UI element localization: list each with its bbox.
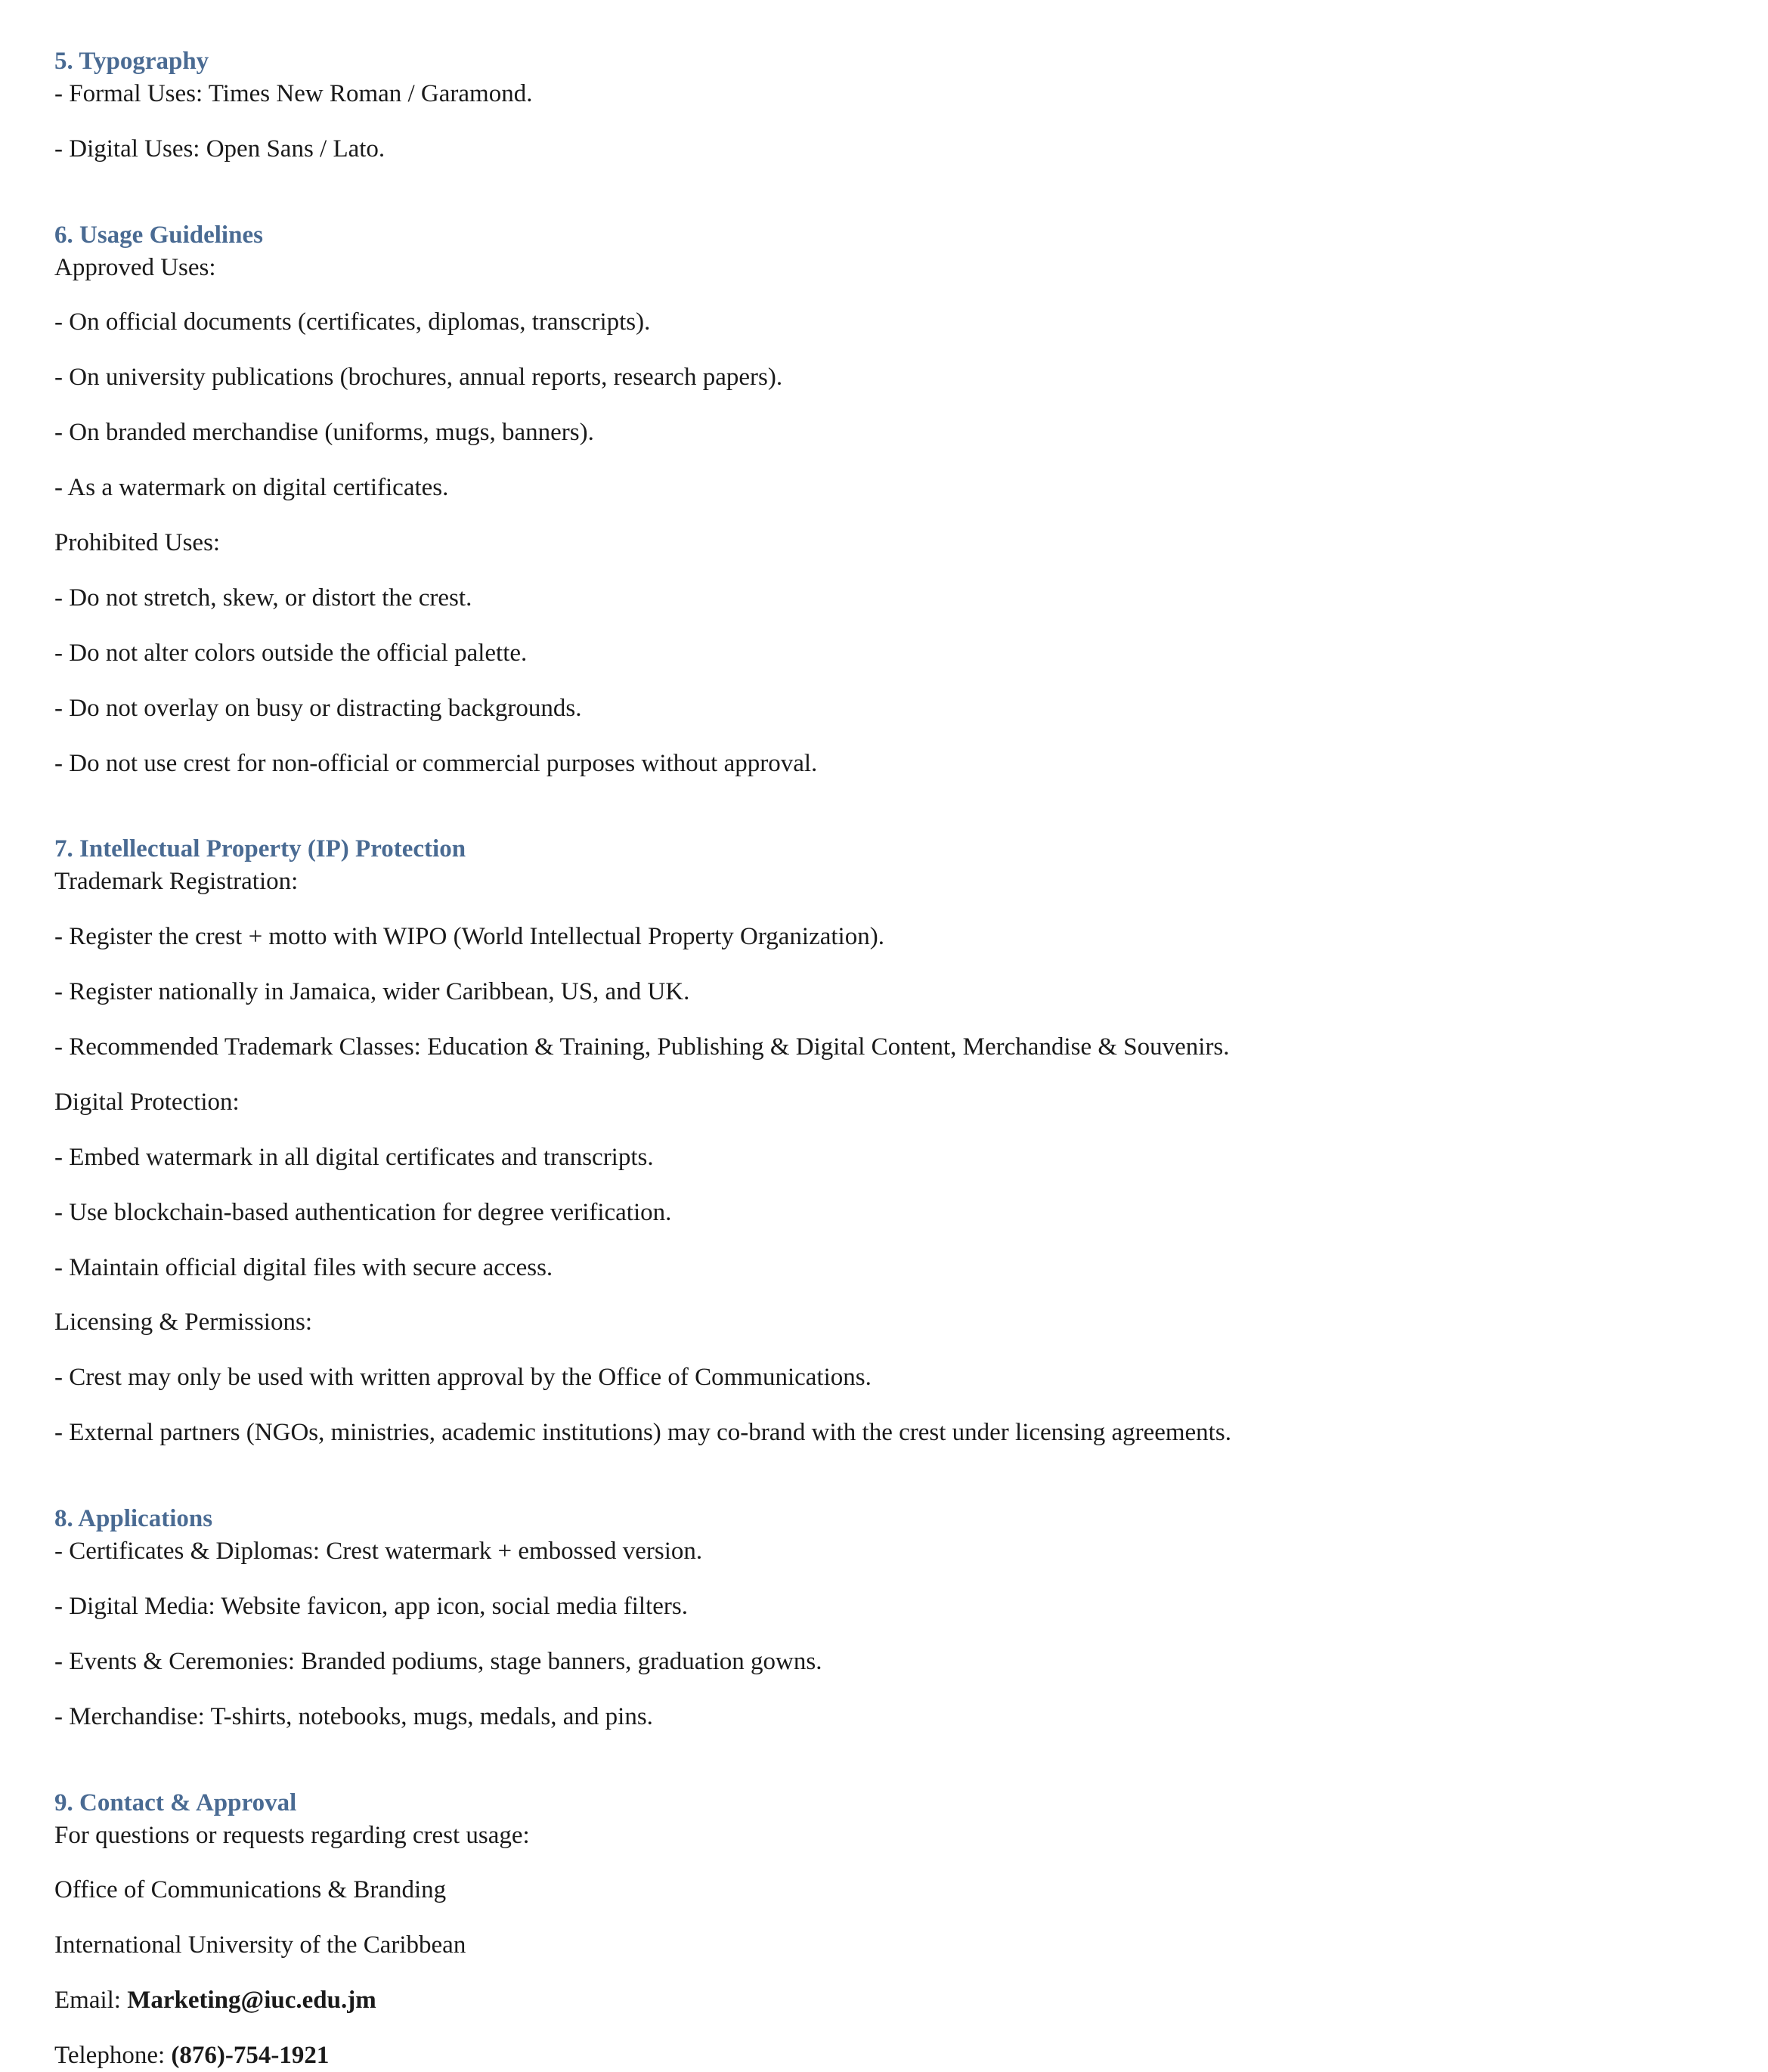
text-line: - Do not overlay on busy or distracting backgrounds. [54,694,582,722]
text-line: - Events & Ceremonies: Branded podiums, stage banners, graduation gowns. [54,1647,822,1675]
section-applications [54,1503,1717,1733]
section-heading: 9. Contact & Approval [54,1789,297,1816]
contact-email-line [54,1984,1717,2017]
text-line: - Maintain official digital files with secure access. [54,1253,553,1281]
section-contact-approval [54,1787,1717,2072]
phone-label: Telephone: [54,2042,172,2070]
text-line: Trademark Registration: [54,868,299,896]
section-typography [54,45,1717,166]
text-line: - Use blockchain-based authentication for degree verification. [54,1198,672,1226]
text-line: - External partners (NGOs, ministries, academic institutions) may co-brand with the crest under licensing agreements. [54,1419,1231,1447]
section-usage-guidelines [54,219,1717,780]
section-heading: 8. Applications [54,1505,213,1533]
email-link[interactable]: Marketing@iuc.edu.jm [127,1987,376,2015]
text-line: - Do not use crest for non-official or commercial purposes without approval. [54,749,818,777]
document-page [54,45,1717,2072]
text-line: - Register nationally in Jamaica, wider Caribbean, US, and UK. [54,978,690,1006]
text-line: - On branded merchandise (uniforms, mugs, banners). [54,419,594,447]
text-line: - Recommended Trademark Classes: Education & Training, Publishing & Digital Content, Merchandise & Souvenirs. [54,1033,1230,1061]
contact-phone-line [54,2039,1717,2072]
section-heading: 6. Usage Guidelines [54,221,263,249]
text-line: - As a watermark on digital certificates. [54,474,449,502]
text-line: - Merchandise: T-shirts, notebooks, mugs, medals, and pins. [54,1702,653,1730]
text-line: Prohibited Uses: [54,529,221,557]
text-line: - On official documents (certificates, diplomas, transcripts). [54,308,651,336]
contact-office: Office of Communications & Branding [54,1876,447,1904]
contact-intro: For questions or requests regarding crest usage: [54,1821,530,1849]
text-line: - Do not stretch, skew, or distort the crest. [54,584,472,612]
text-line: Digital Protection: [54,1088,240,1116]
phone-number: (876)-754-1921 [171,2042,330,2070]
email-label: Email: [54,1987,128,2015]
text-line: - Formal Uses: Times New Roman / Garamond. [54,79,533,107]
section-heading: 7. Intellectual Property (IP) Protection [54,835,466,863]
text-line: - Embed watermark in all digital certificates and transcripts. [54,1143,654,1171]
text-line: - Register the crest + motto with WIPO (World Intellectual Property Organization). [54,923,884,951]
contact-university: International University of the Caribbean [54,1931,466,1959]
text-line: - Crest may only be used with written approval by the Office of Communications. [54,1364,872,1392]
text-line: Approved Uses: [54,253,216,281]
section-ip-protection [54,833,1717,1449]
text-line: - On university publications (brochures, annual reports, research papers). [54,364,783,392]
text-line: - Do not alter colors outside the official palette. [54,639,528,667]
text-line: - Certificates & Diplomas: Crest watermark + embossed version. [54,1538,703,1566]
text-line: - Digital Uses: Open Sans / Lato. [54,135,385,163]
section-heading: 5. Typography [54,48,209,75]
text-line: - Digital Media: Website favicon, app icon, social media filters. [54,1592,688,1620]
text-line: Licensing & Permissions: [54,1309,312,1336]
